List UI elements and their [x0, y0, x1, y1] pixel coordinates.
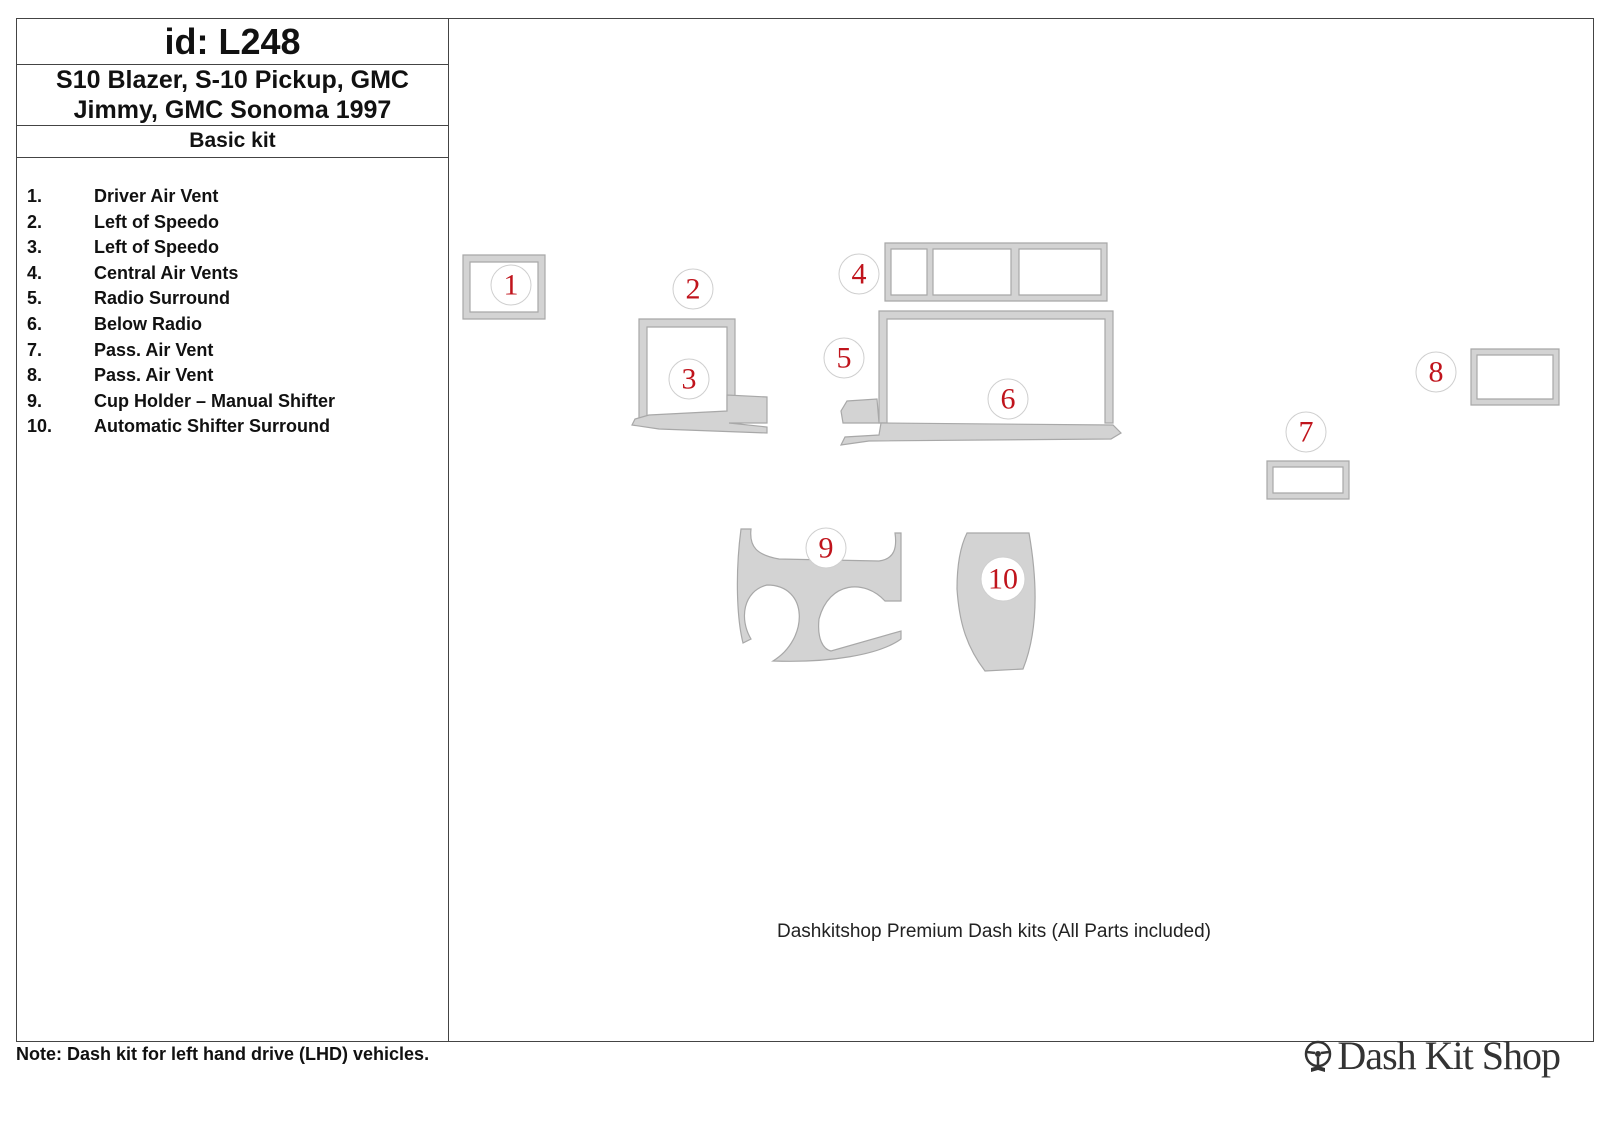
badge-9 [806, 528, 846, 568]
part-name: Below Radio [94, 313, 203, 334]
piece-pass-air-vent-7 [1267, 461, 1349, 499]
brand-logo [1301, 1032, 1560, 1079]
part-number: 4. [27, 262, 43, 283]
part-name: Automatic Shifter Surround [94, 416, 331, 437]
part-number: 2. [27, 211, 43, 232]
part-number: 3. [27, 237, 43, 258]
list-item [27, 210, 448, 236]
list-item [27, 363, 448, 389]
part-number: 5. [27, 288, 43, 309]
part-name: Left of Speedo [94, 237, 219, 258]
badge-5 [824, 338, 864, 378]
part-name: Driver Air Vent [94, 186, 219, 206]
part-name: Left of Speedo [94, 211, 219, 232]
badge-number: 10 [988, 562, 1018, 596]
piece-radio-surround-tab [841, 399, 879, 423]
piece-below-radio [841, 423, 1121, 445]
part-name: Pass. Air Vent [94, 339, 214, 360]
piece-left-of-speedo-strip [632, 395, 767, 433]
part-number: 6. [27, 313, 43, 334]
parts-diagram-svg [449, 19, 1593, 1041]
list-item [27, 312, 448, 338]
kit-info-panel [17, 19, 449, 1041]
kit-sheet [16, 18, 1594, 1042]
part-name: Radio Surround [94, 288, 230, 309]
steering-wheel-icon [1301, 1039, 1335, 1073]
badge-number: 7 [1298, 415, 1314, 449]
brand-name: Dash Kit Shop [1337, 1033, 1560, 1078]
badge-2 [673, 269, 713, 309]
list-item [27, 286, 448, 312]
badge-number: 5 [836, 341, 852, 375]
list-item [27, 261, 448, 287]
part-number: 1. [27, 186, 43, 206]
list-item [27, 184, 448, 210]
part-name: Pass. Air Vent [94, 365, 214, 386]
badge-number: 2 [685, 272, 701, 306]
kit-id: id: L248 [17, 19, 448, 65]
badge-number: 6 [1000, 382, 1016, 416]
part-name: Cup Holder – Manual Shifter [94, 390, 336, 411]
badge-number: 9 [818, 531, 834, 565]
diagram-caption: Dashkitshop Premium Dash kits (All Parts included) [777, 921, 1211, 942]
part-number: 8. [27, 365, 43, 386]
piece-central-air-vents [885, 243, 1107, 301]
part-number: 10. [27, 416, 53, 437]
list-item [27, 338, 448, 364]
list-item [27, 389, 448, 415]
badge-number: 3 [681, 362, 697, 396]
badge-1 [491, 265, 531, 305]
part-number: 7. [27, 339, 43, 360]
list-item [27, 414, 448, 440]
vehicle-title: S10 Blazer, S-10 Pickup, GMC Jimmy, GMC Sonoma 1997 [17, 65, 448, 126]
piece-shifter-surround [957, 533, 1035, 671]
part-name: Central Air Vents [94, 262, 239, 283]
badge-number: 1 [503, 268, 519, 302]
badge-10 [981, 557, 1025, 601]
badge-number: 8 [1428, 355, 1444, 389]
badge-number: 4 [851, 257, 867, 291]
parts-list [17, 158, 448, 440]
badge-3 [669, 359, 709, 399]
part-number: 9. [27, 390, 43, 411]
list-item [27, 235, 448, 261]
parts-diagram [449, 19, 1593, 1041]
piece-pass-air-vent-8 [1471, 349, 1559, 405]
kit-type: Basic kit [17, 126, 448, 158]
badge-6 [988, 379, 1028, 419]
footnote: Note: Dash kit for left hand drive (LHD) vehicles. [16, 1044, 430, 1064]
badge-8 [1416, 352, 1456, 392]
badge-7 [1286, 412, 1326, 452]
badge-4 [839, 254, 879, 294]
